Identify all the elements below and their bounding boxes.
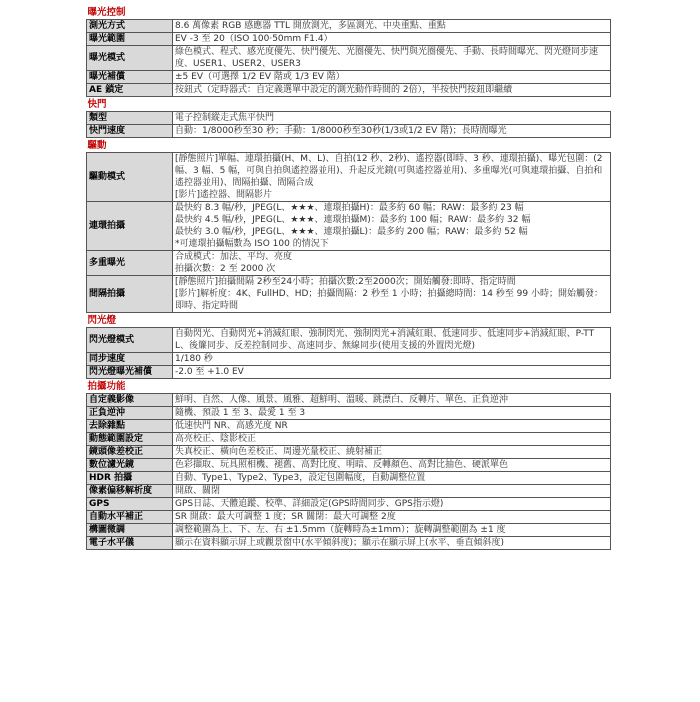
spec-value: 自動、Type1、Type2、Type3，設定包圍幅度，自動調整位置 bbox=[173, 472, 611, 485]
spec-row bbox=[87, 498, 611, 511]
spec-row bbox=[87, 125, 611, 138]
section-header bbox=[87, 138, 611, 153]
section-header bbox=[87, 5, 611, 20]
spec-key: 曝光模式 bbox=[87, 46, 173, 71]
section-header bbox=[87, 379, 611, 394]
spec-row bbox=[87, 112, 611, 125]
spec-value-line: *可連環拍攝幅數為 ISO 100 的情況下 bbox=[175, 239, 329, 249]
spec-value: 顯示在資料顯示屏上或觀景窗中(水平傾斜度)；顯示在顯示屏上(水平、垂直傾斜度) bbox=[173, 537, 611, 550]
spec-value: ±5 EV（可選擇 1/2 EV 階或 1/3 EV 階） bbox=[173, 71, 611, 84]
spec-key: 多重曝光 bbox=[87, 251, 173, 276]
spec-value-line: 最快約 3.0 幅/秒，JPEG(L、★★★、連環拍攝L)：最多約 200 幅；RAW：最多約 52 幅 bbox=[175, 227, 528, 237]
spec-key: 驅動模式 bbox=[87, 153, 173, 202]
spec-value: -2.0 至 +1.0 EV bbox=[173, 366, 611, 379]
spec-value bbox=[173, 202, 611, 251]
spec-value-line: [影片]遙控器、間隔影片 bbox=[175, 190, 273, 200]
spec-row bbox=[87, 33, 611, 46]
spec-value bbox=[173, 153, 611, 202]
spec-value: EV -3 至 20（ISO 100·50mm F1.4） bbox=[173, 33, 611, 46]
spec-row bbox=[87, 71, 611, 84]
section-title: 快門 bbox=[87, 99, 107, 110]
spec-key: 去除雜點 bbox=[87, 420, 173, 433]
spec-key: 構圖微調 bbox=[87, 524, 173, 537]
spec-key: 自動水平補正 bbox=[87, 511, 173, 524]
spec-value bbox=[173, 251, 611, 276]
spec-value bbox=[173, 276, 611, 313]
spec-value: 自動閃光、自動閃光+消減紅眼、強制閃光、強制閃光+消減紅眼、低速同步、低速同步+消減紅眼、P-TTL、後簾同步、反差控制同步、高速同步、無線同步(使用支援的外置閃光燈) bbox=[173, 328, 611, 353]
spec-row bbox=[87, 251, 611, 276]
spec-value: 自動：1/8000秒至30 秒；手動：1/8000秒至30秒(1/3或1/2 EV 階)；長時間曝光 bbox=[173, 125, 611, 138]
spec-key: 動態範圍設定 bbox=[87, 433, 173, 446]
spec-key: AE 鎖定 bbox=[87, 84, 173, 97]
spec-value: 調整範圍為上、下、左、右 ±1.5mm（旋轉時為±1mm）；旋轉調整範圍為 ±1 度 bbox=[173, 524, 611, 537]
spec-key: 快門速度 bbox=[87, 125, 173, 138]
spec-value: 開啟、關閉 bbox=[173, 485, 611, 498]
spec-key: GPS bbox=[87, 498, 173, 511]
spec-row bbox=[87, 459, 611, 472]
spec-value: 色彩擷取、玩具照相機、褪舊、高對比度、明暗、反轉顏色、高對比抽色、硬派單色 bbox=[173, 459, 611, 472]
spec-key: 像素偏移解析度 bbox=[87, 485, 173, 498]
spec-value: 綠色模式、程式、感光度優先、快門優先、光圈優先、快門與光圈優先、手動、長時間曝光、閃光燈同步速度、USER1、USER2、USER3 bbox=[173, 46, 611, 71]
spec-row bbox=[87, 537, 611, 550]
section-header bbox=[87, 313, 611, 328]
spec-value-line: 拍攝次數：2 至 2000 次 bbox=[175, 264, 276, 274]
spec-row bbox=[87, 472, 611, 485]
spec-key: 數位濾光鏡 bbox=[87, 459, 173, 472]
spec-value: 鮮明、自然、人像、風景、風雅、超鮮明、溫暖、跳漂白、反轉片、單色、正負逆沖 bbox=[173, 394, 611, 407]
section-title: 閃光燈 bbox=[87, 315, 117, 326]
spec-value-line: [靜態照片]拍攝間隔 2秒至24小時；拍攝次數:2至2000次；開始觸發:即時、指定時間 bbox=[175, 277, 516, 287]
spec-row bbox=[87, 433, 611, 446]
spec-value-line: [影片]解析度：4K、FullHD、HD；拍攝間隔：2 秒至 1 小時；拍攝總時間：14 秒至 99 小時；開始觸發：即時、指定時間 bbox=[175, 289, 603, 311]
spec-value: 失真校正、橫向色差校正、周邊光量校正、繞射補正 bbox=[173, 446, 611, 459]
spec-value: 8.6 萬像素 RGB 感應器 TTL 開放測光，多區測光、中央重點、重點 bbox=[173, 20, 611, 33]
spec-row bbox=[87, 46, 611, 71]
section-title: 拍攝功能 bbox=[87, 381, 126, 392]
spec-key: 鏡頭像差校正 bbox=[87, 446, 173, 459]
spec-key: 閃光燈模式 bbox=[87, 328, 173, 353]
spec-value: 1/180 秒 bbox=[173, 353, 611, 366]
spec-row bbox=[87, 407, 611, 420]
spec-key: 曝光範圍 bbox=[87, 33, 173, 46]
spec-value: 按鈕式（定時器式：自定義選單中設定的測光動作時間的 2倍），半按快門按鈕即繼續 bbox=[173, 84, 611, 97]
spec-value-line: 最快約 8.3 幅/秒，JPEG(L、★★★、連環拍攝H)：最多約 60 幅；RAW：最多約 23 幅 bbox=[175, 203, 524, 213]
spec-key: 測光方式 bbox=[87, 20, 173, 33]
spec-key: 閃光燈曝光補償 bbox=[87, 366, 173, 379]
spec-row bbox=[87, 511, 611, 524]
spec-row bbox=[87, 366, 611, 379]
spec-table bbox=[86, 5, 611, 550]
spec-value: SR 開啟：最大可調整 1 度；SR 關閉：最大可調整 2度 bbox=[173, 511, 611, 524]
spec-row bbox=[87, 485, 611, 498]
spec-key: 電子水平儀 bbox=[87, 537, 173, 550]
spec-key: 同步速度 bbox=[87, 353, 173, 366]
spec-key: HDR 拍攝 bbox=[87, 472, 173, 485]
spec-row bbox=[87, 20, 611, 33]
spec-value: 高亮校正、陰影校正 bbox=[173, 433, 611, 446]
section-title: 驅動 bbox=[87, 140, 107, 151]
spec-row bbox=[87, 394, 611, 407]
spec-row bbox=[87, 153, 611, 202]
spec-row bbox=[87, 202, 611, 251]
spec-key: 連環拍攝 bbox=[87, 202, 173, 251]
spec-value-line: 最快約 4.5 幅/秒，JPEG(L、★★★、連環拍攝M)：最多約 100 幅；RAW：最多約 32 幅 bbox=[175, 215, 531, 225]
spec-row bbox=[87, 328, 611, 353]
spec-row bbox=[87, 446, 611, 459]
spec-value: 低速快門 NR、高感光度 NR bbox=[173, 420, 611, 433]
spec-key: 正負逆沖 bbox=[87, 407, 173, 420]
spec-value-line: [靜態照片]單幅、連環拍攝(H、M、L)、自拍(12 秒、2秒)、遙控器(即時、3 秒、連環拍攝)、曝光包圍：(2 幅、3 幅、5 幅，可與自拍與遙控器並用)、升起反光鏡(可與遙控器並用)、多重曝光(可與連環拍攝、自拍和遙控器並用)、間隔拍攝、間隔合成 bbox=[175, 154, 603, 188]
spec-key: 自定義影像 bbox=[87, 394, 173, 407]
spec-key: 類型 bbox=[87, 112, 173, 125]
spec-row bbox=[87, 276, 611, 313]
spec-row bbox=[87, 353, 611, 366]
spec-key: 間隔拍攝 bbox=[87, 276, 173, 313]
spec-value: 電子控制縱走式焦平快門 bbox=[173, 112, 611, 125]
spec-row bbox=[87, 84, 611, 97]
section-title: 曝光控制 bbox=[87, 7, 126, 18]
spec-row bbox=[87, 420, 611, 433]
spec-value: GPS日誌、天體追蹤、校準、詳細設定(GPS時間同步、GPS指示燈) bbox=[173, 498, 611, 511]
spec-table-body bbox=[87, 5, 611, 550]
spec-key: 曝光補償 bbox=[87, 71, 173, 84]
spec-value-line: 合成模式：加法、平均、亮度 bbox=[175, 252, 293, 262]
section-header bbox=[87, 97, 611, 112]
spec-value: 隨機、預設 1 至 3、最愛 1 至 3 bbox=[173, 407, 611, 420]
spec-row bbox=[87, 524, 611, 537]
